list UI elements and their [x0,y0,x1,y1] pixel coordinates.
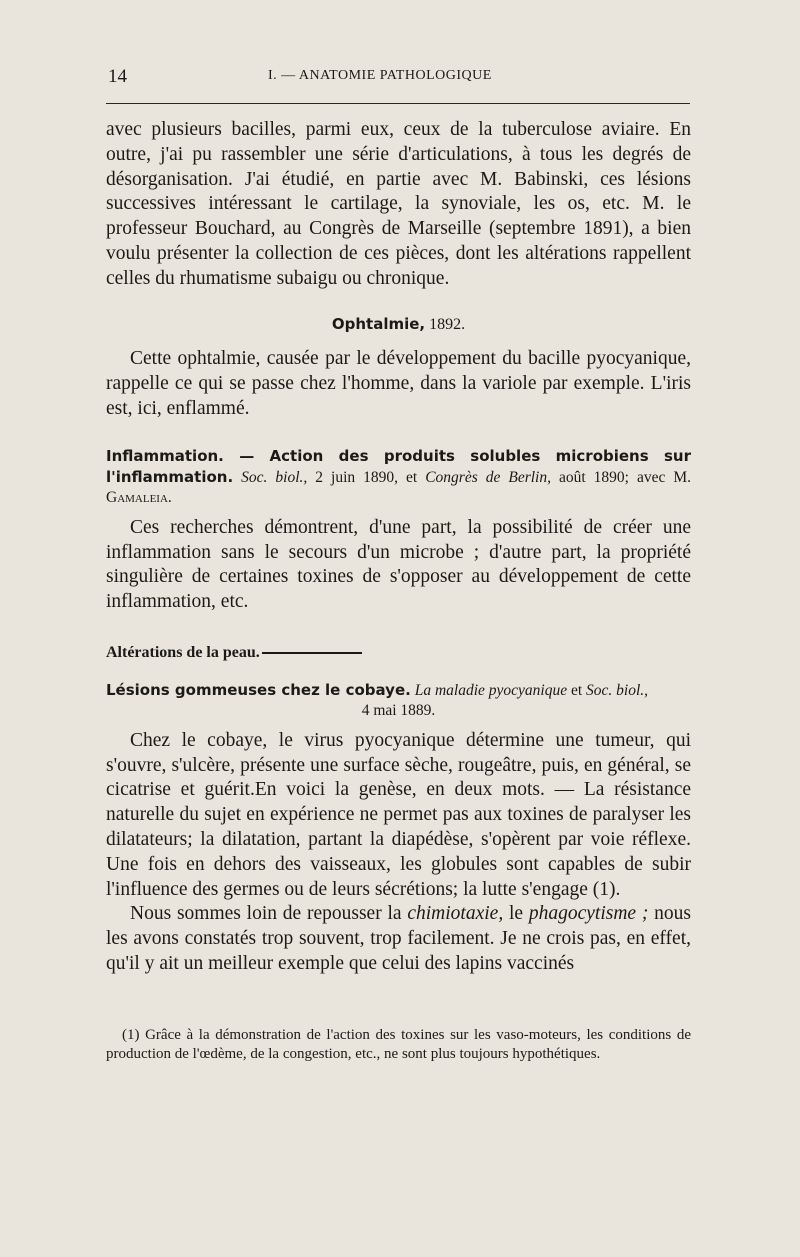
page-body [106,118,691,977]
inflammation-ref-date2: août 1890; avec [550,468,674,486]
inflammation-ref-date1: 2 juin 1890, et [307,468,426,486]
footnote [106,1026,691,1064]
peau-section-label: Altérations de la peau. [106,643,260,661]
page-number: 14 [108,66,127,87]
running-header [108,66,688,90]
inflammation-ref-author: M. Gamaleia. [106,468,692,506]
p2-chimiotaxie: chimiotaxie, [407,903,504,925]
p2-part-a: Nous sommes loin de repousser la [130,903,408,925]
inflammation-ref-congres: Congrès de Berlin, [425,468,551,486]
lesions-ref-soc: Soc. biol., [586,681,649,699]
footnote-text: (1) Grâce à la démonstration de l'action des toxines sur les vaso-moteurs, les conditions de production de l'œdème, de la congestion, etc., ne sont plus toujours hypothétiques. [106,1027,691,1062]
running-title: I. — ANATOMIE PATHOLOGIQUE [268,68,492,83]
lesions-title: Lésions gommeuses chez le cobaye. [106,680,411,699]
header-rule [106,103,690,104]
lesions-paragraph-1: Chez le cobaye, le virus pyocyanique détermine une tumeur, qui s'ouvre, s'ulcère, présente une surface sèche, rougeâtre, puis, en général, se cicatrise et guérit.En voici la genèse, en deux mots. — La résistance naturelle du sujet en expérience ne permet pas aux toxines de paralyser les dilatateurs; la dilatation, partant la diapédèse, s'opèrent par voie réflexe. Une fois en dehors des vaisseaux, les globules sont capables de subir l'influence des germes ou de leurs sécrétions; la lutte s'engage (1). [106,729,691,900]
lesions-ref-date: 4 mai 1889. [361,701,436,719]
ophtalmie-title: Ophtalmie, [331,314,426,333]
paragraph-articulations: avec plusieurs bacilles, parmi eux, ceux de la tuberculose aviaire. En outre, j'ai pu rassembler une série d'articulations, à tous les degrés de désorganisation. J'ai étudié, en partie avec M. Babinski, ces lésions successives intéressant le cartilage, la synoviale, les os, etc. M. le professeur Bouchard, au Congrès de Marseille (septembre 1891), a bien voulu présenter la collection de ces pièces, dont les altérations rappellent celles du rhumatisme subaigu ou chronique. [106,119,691,289]
p2-part-c: nous les avons constatés trop souvent, trop facilement. Je ne crois pas, en effet, qu'il y ait un meilleur exemple que celui des lapins vaccinés [106,903,692,974]
ophtalmie-paragraph: Cette ophtalmie, causée par le développement du bacille pyocyanique, rappelle ce qui se passe chez l'homme, dans la variole par exemple. L'iris est, ici, enflammé. [106,348,691,419]
inflammation-ref-soc: Soc. biol., [241,468,308,486]
p2-part-b: le [503,903,529,925]
lesions-ref-maladie: La maladie pyocyanique [414,681,568,699]
ophtalmie-heading [106,312,691,338]
p2-phagocytisme: phagocytisme ; [528,903,649,925]
inflammation-reference [106,446,691,508]
lesions-ref-et: et [567,681,587,699]
lesions-paragraph-2 [106,902,691,976]
inflammation-title: Inflammation. — Action des produits solubles microbiens sur l'inflammation. [106,446,691,486]
peau-section-title [106,641,691,666]
inflammation-paragraph: Ces recherches démontrent, d'une part, la possibilité de créer une inflammation sans le secours d'un microbe ; d'autre part, la propriété singulière de certaines toxines de s'opposer au développement de cette inflammation, etc. [106,516,691,613]
ophtalmie-year: 1892. [425,315,466,333]
lesions-reference [106,680,691,721]
section-title-rule [262,652,362,654]
